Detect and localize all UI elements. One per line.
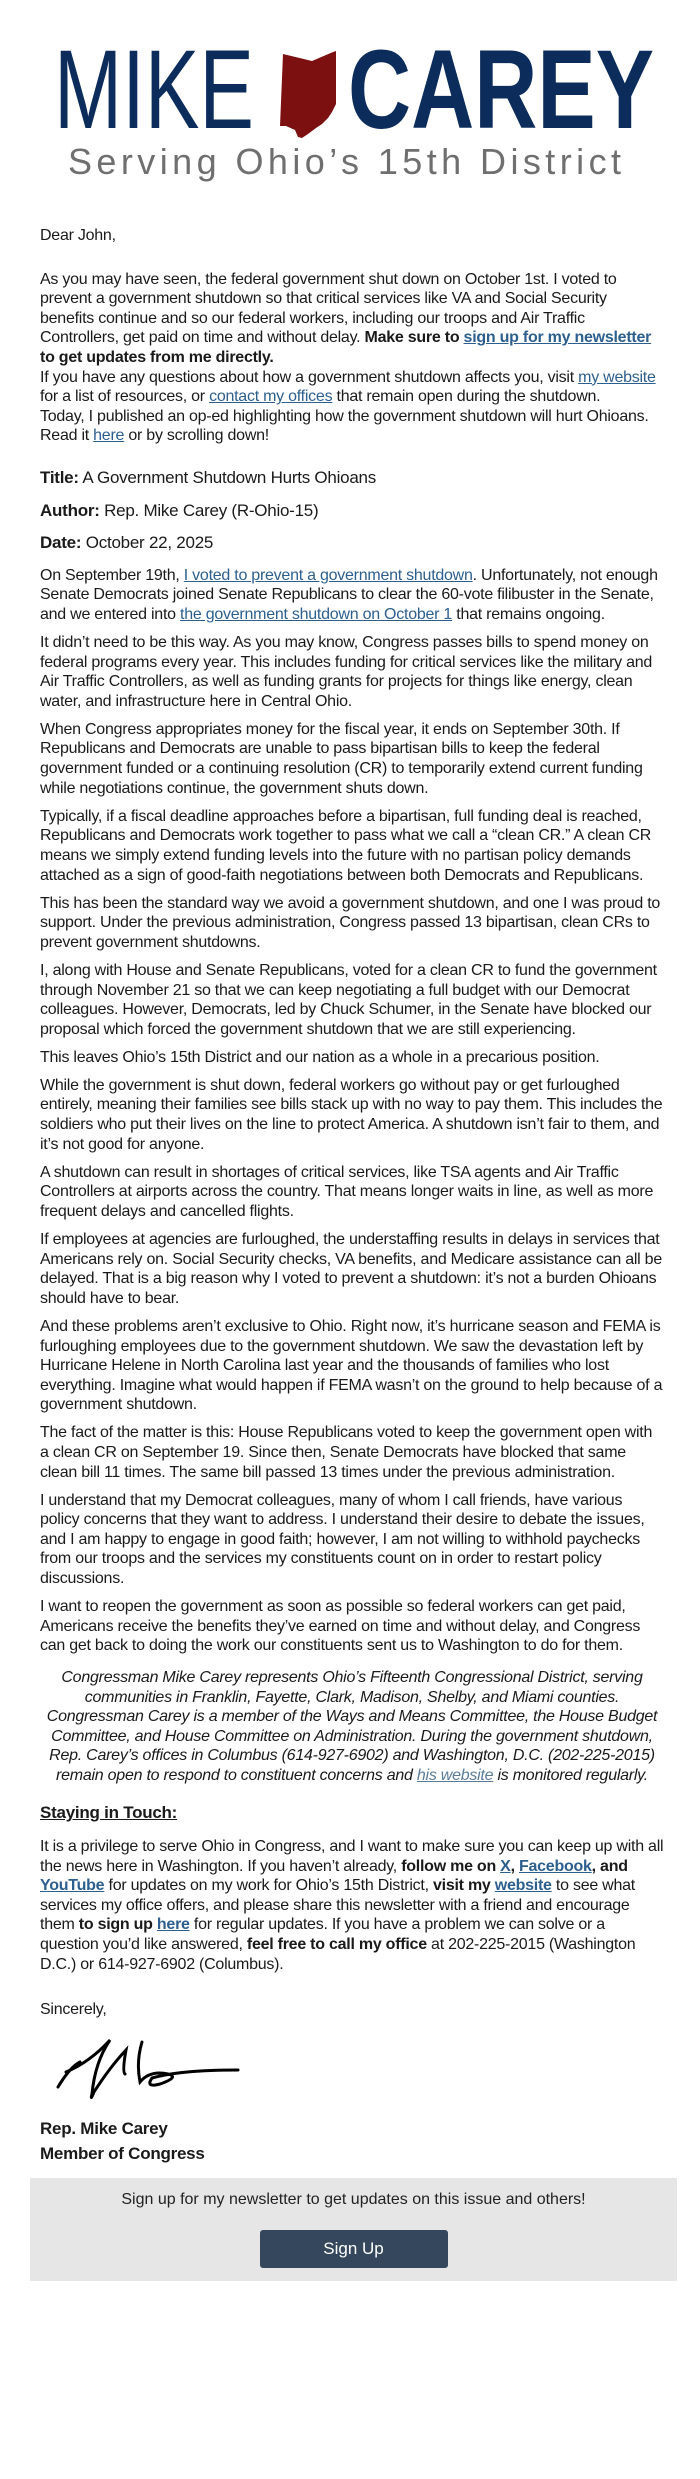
greeting: Dear John, <box>40 227 116 244</box>
text-segment: A shutdown can result in shortages of critical services, like TSA agents and Air Traffic Controllers at airports across the country. That means longer waits in line, as well as more frequent delays and cancelled flights. <box>40 1163 654 1220</box>
paragraph <box>40 1163 664 1222</box>
text-segment: If you have any questions about how a government shutdown affects you, visit <box>40 368 579 386</box>
staying-in-touch-heading: Staying in Touch: <box>40 1803 178 1823</box>
text-segment: follow me on <box>401 1857 501 1875</box>
paragraph <box>40 1317 664 1415</box>
logo-last-name: CAREY <box>348 38 654 152</box>
link[interactable]: the government shutdown on October 1 <box>180 605 453 623</box>
link[interactable]: here <box>156 1916 190 1934</box>
paragraph <box>40 1076 664 1154</box>
paragraph <box>40 894 664 953</box>
paragraph <box>40 720 664 798</box>
oped-date <box>40 533 664 553</box>
text-segment: When Congress appropriates money for the fiscal year, it ends on September 30th. If Republicans and Democrats are unable to pass bipartisan bills to keep the federal government funded or a continuing resolution (CR) to temporarily extend current funding while negotiations continue, the government shuts down. <box>40 720 643 797</box>
paragraph <box>40 1048 664 1068</box>
text-segment: . Unfortunately, not enough Senate Democrats joined Senate Republicans to clear the 60-vote filibuster in the Senate, and we entered into <box>40 566 658 623</box>
signer-name: Rep. Mike Carey <box>40 2118 168 2138</box>
text-segment: I understand that my Democrat colleagues, many of whom I call friends, have various policy concerns that they want to address. I understand their desire to debate the issues, and I am happy to engage in good faith; however, I am not willing to withhold paychecks from our troops and the services my constituents count on in order to restart policy discussions. <box>40 1491 645 1588</box>
author-label: Author: <box>40 500 100 520</box>
link[interactable]: sign up for my newsletter <box>463 329 652 347</box>
oped-body <box>40 566 664 1656</box>
text-segment: If employees at agencies are furloughed, the understaffing results in delays in services that Americans rely on. Social Security checks, VA benefits, and Medicare assistance can all be delayed. That is a big reason why I voted to prevent a shutdown: it’s not a burden Ohioans should have to bear. <box>40 1231 662 1307</box>
link[interactable]: X <box>500 1857 511 1875</box>
text-segment: Congressman Mike Carey represents Ohio’s Fifteenth Congressional District, serving communities in Franklin, Fayette, Clark, Madison, Shelby, and Miami counties. Congressman Carey is a member of the Ways and Means Committee, the House Budget Committee, and House Committee on Administration. During the government shutdown, Rep. Carey’s offices in Columbus (614-927-6902) and Washington, D.C. (202-225-2015) remain open to respond to constituent concerns and <box>46 1668 658 1784</box>
signer-role: Member of Congress <box>40 2143 205 2163</box>
sign-up-button[interactable]: Sign Up <box>260 2230 448 2268</box>
title-value: A Government Shutdown Hurts Ohioans <box>82 467 376 487</box>
paragraph <box>40 633 664 711</box>
text-segment: that remain open during the shutdown. <box>332 388 601 406</box>
text-segment: The fact of the matter is this: House Republicans voted to keep the government open with a clean CR on September 19. Since then, Senate Democrats have blocked that same clean bill 11 times. The same bill passed 13 times under the previous administration. <box>40 1424 653 1481</box>
staying-in-touch-paragraph <box>40 1837 664 1974</box>
link[interactable]: website <box>494 1877 552 1895</box>
paragraph <box>40 270 664 368</box>
link[interactable]: YouTube <box>40 1877 105 1895</box>
link[interactable]: my website <box>578 368 656 386</box>
signup-message: Sign up for my newsletter to get updates on this issue and others! <box>121 2190 586 2208</box>
text-segment: And these problems aren’t exclusive to Ohio. Right now, it’s hurricane season and FEMA is furloughing employees due to the government shutdown. We saw the devastation left by Hurricane Helene in North Carolina last year and the thousands of families who lost everything. Imagine what would happen if FEMA wasn’t on the ground to help because of a government shutdown. <box>40 1317 663 1414</box>
paragraph <box>40 566 664 625</box>
text-segment: While the government is shut down, federal workers go without pay or get furloughed entirely, meaning their families see bills stack up with no way to pay them. This includes the soldiers who put their lives on the line to protect America. A shutdown isn’t fair to them, and it’s not good for anyone. <box>40 1076 663 1153</box>
paragraph <box>40 1423 664 1482</box>
text-segment: for a list of resources, or <box>40 388 210 406</box>
paragraph <box>40 1230 664 1308</box>
text-segment: This has been the standard way we avoid a government shutdown, and one I was proud to support. Under the previous administration, Congress passed 13 bipartisan, clean CRs to prevent government shutdowns. <box>40 894 661 951</box>
text-segment: I, along with House and Senate Republicans, voted for a clean CR to fund the government through November 21 so that we can keep negotiating a full budget with our Democrat colleagues. However, Democrats, led by Chuck Schumer, in the Senate have blocked our proposal which forced the government shutdown that we are still experiencing. <box>40 961 657 1038</box>
link[interactable]: Facebook <box>518 1857 592 1875</box>
text-segment: It didn’t need to be this way. As you may know, Congress passes bills to spend money on federal programs every year. This includes funding for critical services like the military and Air Traffic Controllers, as well as funding grants for projects for things like energy, clean water, and infrastructure here in Central Ohio. <box>40 634 653 710</box>
text-segment: This leaves Ohio’s 15th District and our nation as a whole in a precarious position. <box>40 1048 600 1066</box>
text-segment: at 202-225-2015 (Washington D.C.) or 614-927-6902 (Columbus). <box>40 1936 636 1973</box>
text-segment: to get updates from me directly. <box>40 348 274 366</box>
text-segment: , <box>510 1857 519 1875</box>
paragraph <box>40 807 664 885</box>
oped-author <box>40 501 664 521</box>
link[interactable]: here <box>93 427 125 445</box>
sign-off: Sincerely, <box>40 2001 107 2019</box>
text-segment: Today, I published an op-ed highlighting how the government shutdown will hurt Ohioans. Read it <box>40 407 649 445</box>
signature-image <box>50 2032 250 2102</box>
logo-first-name: MIKE <box>54 38 254 152</box>
paragraph <box>40 407 664 446</box>
text-segment: for updates on my work for Ohio’s 15th District, <box>104 1877 433 1895</box>
date-value: October 22, 2025 <box>85 533 214 553</box>
tagline: Serving Ohio’s 15th District <box>68 141 621 182</box>
text-segment: to sign up <box>78 1916 157 1934</box>
mike-carey-logo <box>50 38 660 183</box>
title-label: Title: <box>40 467 79 487</box>
intro-section <box>40 270 664 446</box>
text-segment: As you may have seen, the federal government shut down on October 1st. I voted to prevent a government shutdown so that critical services like VA and Social Security benefits continue and so our federal workers, including our troops and Air Traffic Controllers, get paid on time and without delay. <box>40 270 617 347</box>
link[interactable]: contact my offices <box>209 388 333 406</box>
paragraph <box>40 368 664 407</box>
author-value: Rep. Mike Carey (R-Ohio-15) <box>104 500 319 520</box>
text-segment: It is a privilege to serve Ohio in Congress, and I want to make sure you can keep up with all the news here in Washington. If you haven’t already, <box>40 1838 664 1875</box>
date-label: Date: <box>40 533 82 553</box>
paragraph <box>40 961 664 1039</box>
text-segment: visit my <box>432 1877 495 1895</box>
paragraph <box>40 1491 664 1589</box>
text-segment: Typically, if a fiscal deadline approaches before a bipartisan, full funding deal is reached, Republicans and Democrats work together to pass what we call a “clean CR.” A clean CR means we simply extend funding levels into the future with no partisan policy demands attached as a sign of good-faith negotiations between both Democrats and Republicans. <box>40 807 652 884</box>
ohio-state-icon <box>280 51 336 138</box>
text-segment: On September 19th, <box>40 566 184 584</box>
text-segment: is monitored regularly. <box>493 1766 648 1784</box>
text-segment: , and <box>591 1857 628 1875</box>
text-segment: or by scrolling down! <box>124 427 269 445</box>
oped-title <box>40 468 664 488</box>
text-segment: that remains ongoing. <box>452 605 605 623</box>
bio-paragraph <box>46 1668 658 1786</box>
text-segment: feel free to call my office <box>246 1936 427 1954</box>
text-segment: for regular updates. If you have a problem we can solve or a question you’d like answered, <box>40 1916 605 1954</box>
newsletter-signup-banner <box>30 2178 677 2281</box>
letter-body <box>40 226 664 2166</box>
link[interactable]: I voted to prevent a government shutdown <box>183 566 473 584</box>
link[interactable]: his website <box>416 1766 494 1784</box>
paragraph <box>40 1597 664 1656</box>
text-segment: to see what services my office offers, and please share this newsletter with a friend and encourage them <box>40 1877 635 1934</box>
text-segment: Make sure to <box>364 329 464 347</box>
text-segment: I want to reopen the government as soon as possible so federal workers can get paid, Americans receive the benefits they’ve earned on time and without delay, and Congress can get back to doing the work our constituents sent us to Washington to do for them. <box>40 1598 641 1655</box>
